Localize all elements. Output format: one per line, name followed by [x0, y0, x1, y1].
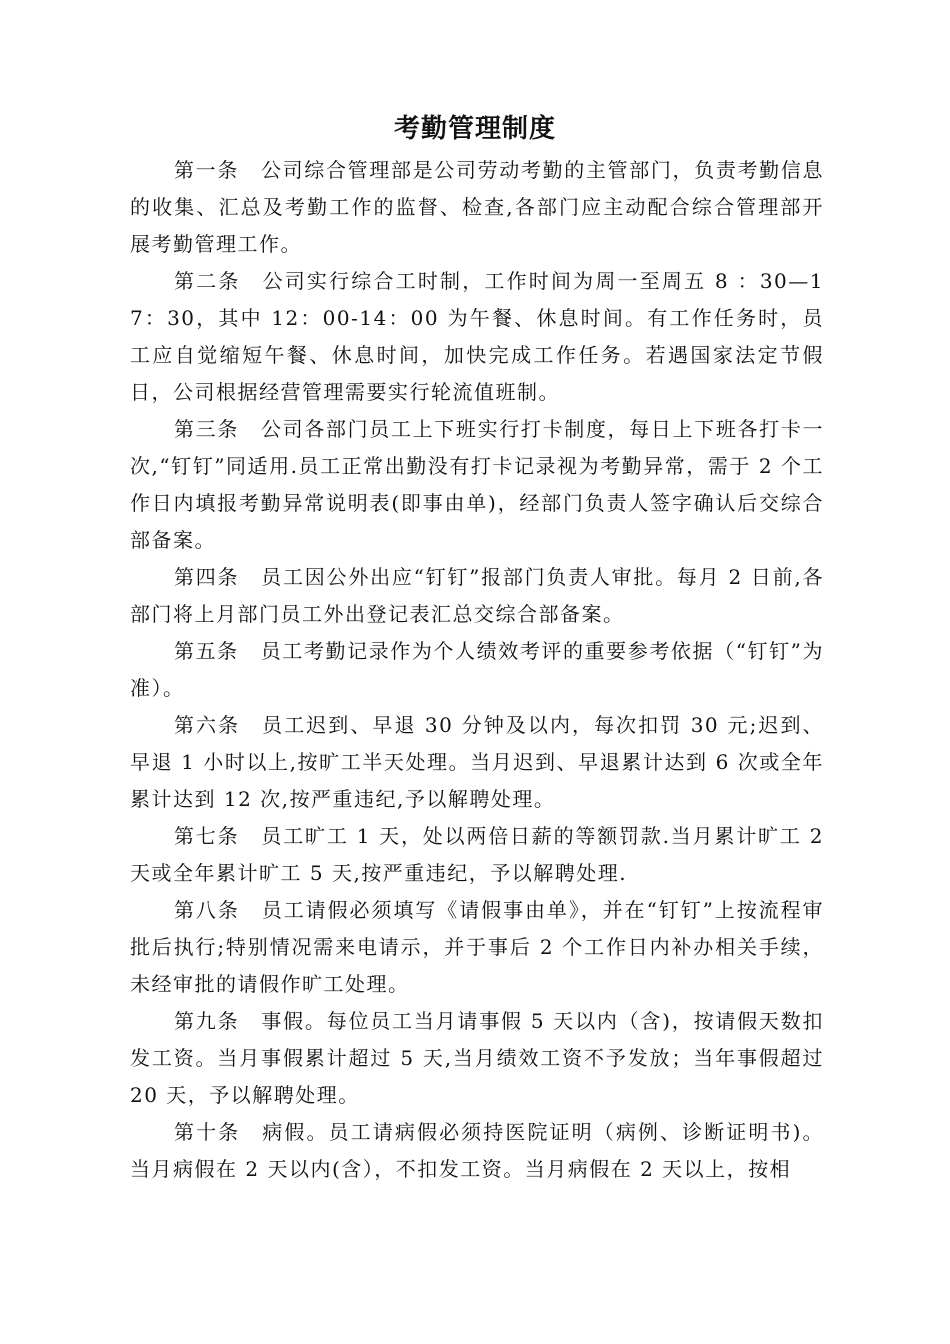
article-4 — [130, 559, 824, 633]
article-text: 公司各部门员工上下班实行打卡制度，每日上下班各打卡一次,“钉钉”同适用.员工正常出勤没有打卡记录视为考勤异常，需于 2 个工作日内填报考勤异常说明表(即事由单)，经部门负责人签字确认后交综合部备案。 — [130, 417, 825, 552]
article-5 — [130, 633, 824, 707]
article-7 — [130, 818, 824, 892]
article-label: 第五条 — [174, 639, 239, 663]
article-3 — [130, 411, 824, 559]
article-label: 第十条 — [174, 1120, 241, 1144]
article-label: 第一条 — [174, 158, 239, 182]
article-label: 第三条 — [174, 417, 239, 441]
article-8 — [130, 892, 824, 1003]
article-label: 第七条 — [174, 824, 240, 848]
article-label: 第四条 — [174, 565, 240, 589]
article-1 — [130, 152, 824, 263]
article-text: 病假。员工请病假必须持医院证明（病例、诊断证明书)。当月病假在 2 天以内(含），不扣发工资。当月病假在 2 天以上，按相 — [130, 1120, 824, 1181]
article-label: 第六条 — [174, 713, 241, 737]
article-label: 第九条 — [174, 1009, 240, 1033]
article-text: 员工考勤记录作为个人绩效考评的重要参考依据（“钉钉”为准）。 — [130, 639, 824, 700]
article-text: 公司综合管理部是公司劳动考勤的主管部门，负责考勤信息的收集、汇总及考勤工作的监督、检查,各部门应主动配合综合管理部开展考勤管理工作。 — [130, 158, 825, 256]
article-label: 第八条 — [174, 898, 240, 922]
article-text: 员工迟到、早退 30 分钟及以内，每次扣罚 30 元;迟到、早退 1 小时以上,按旷工半天处理。当月迟到、早退累计达到 6 次或全年累计达到 12 次,按严重违纪,予以解聘处理。 — [130, 713, 824, 811]
article-10 — [130, 1114, 824, 1188]
article-2 — [130, 263, 824, 411]
article-text: 事假。每位员工当月请事假 5 天以内（含)，按请假天数扣发工资。当月事假累计超过 5 天,当月绩效工资不予发放；当年事假超过 20 天，予以解聘处理。 — [130, 1009, 824, 1107]
article-text: 员工因公外出应“钉钉”报部门负责人审批。每月 2 日前,各部门将上月部门员工外出登记表汇总交综合部备案。 — [130, 565, 825, 626]
document-title: 考勤管理制度 — [393, 114, 556, 144]
article-9 — [130, 1003, 824, 1114]
article-text: 员工请假必须填写《请假事由单》，并在“钉钉”上按流程审批后执行;特别情况需来电请示，并于事后 2 个工作日内补办相关手续，未经审批的请假作旷工处理。 — [130, 898, 825, 996]
article-6 — [130, 707, 824, 818]
article-text: 公司实行综合工时制，工作时间为周一至周五 8 ：30—17：30，其中 12：00-14：00 为午餐、休息时间。有工作任务时，员工应自觉缩短午餐、休息时间，加快完成工作任务。若遇国家法定节假日，公司根据经营管理需要实行轮流值班制。 — [130, 269, 824, 404]
article-label: 第二条 — [174, 269, 241, 293]
article-text: 员工旷工 1 天，处以两倍日薪的等额罚款.当月累计旷工 2 天或全年累计旷工 5 天,按严重违纪，予以解聘处理. — [130, 824, 824, 885]
document-body — [130, 152, 824, 1188]
